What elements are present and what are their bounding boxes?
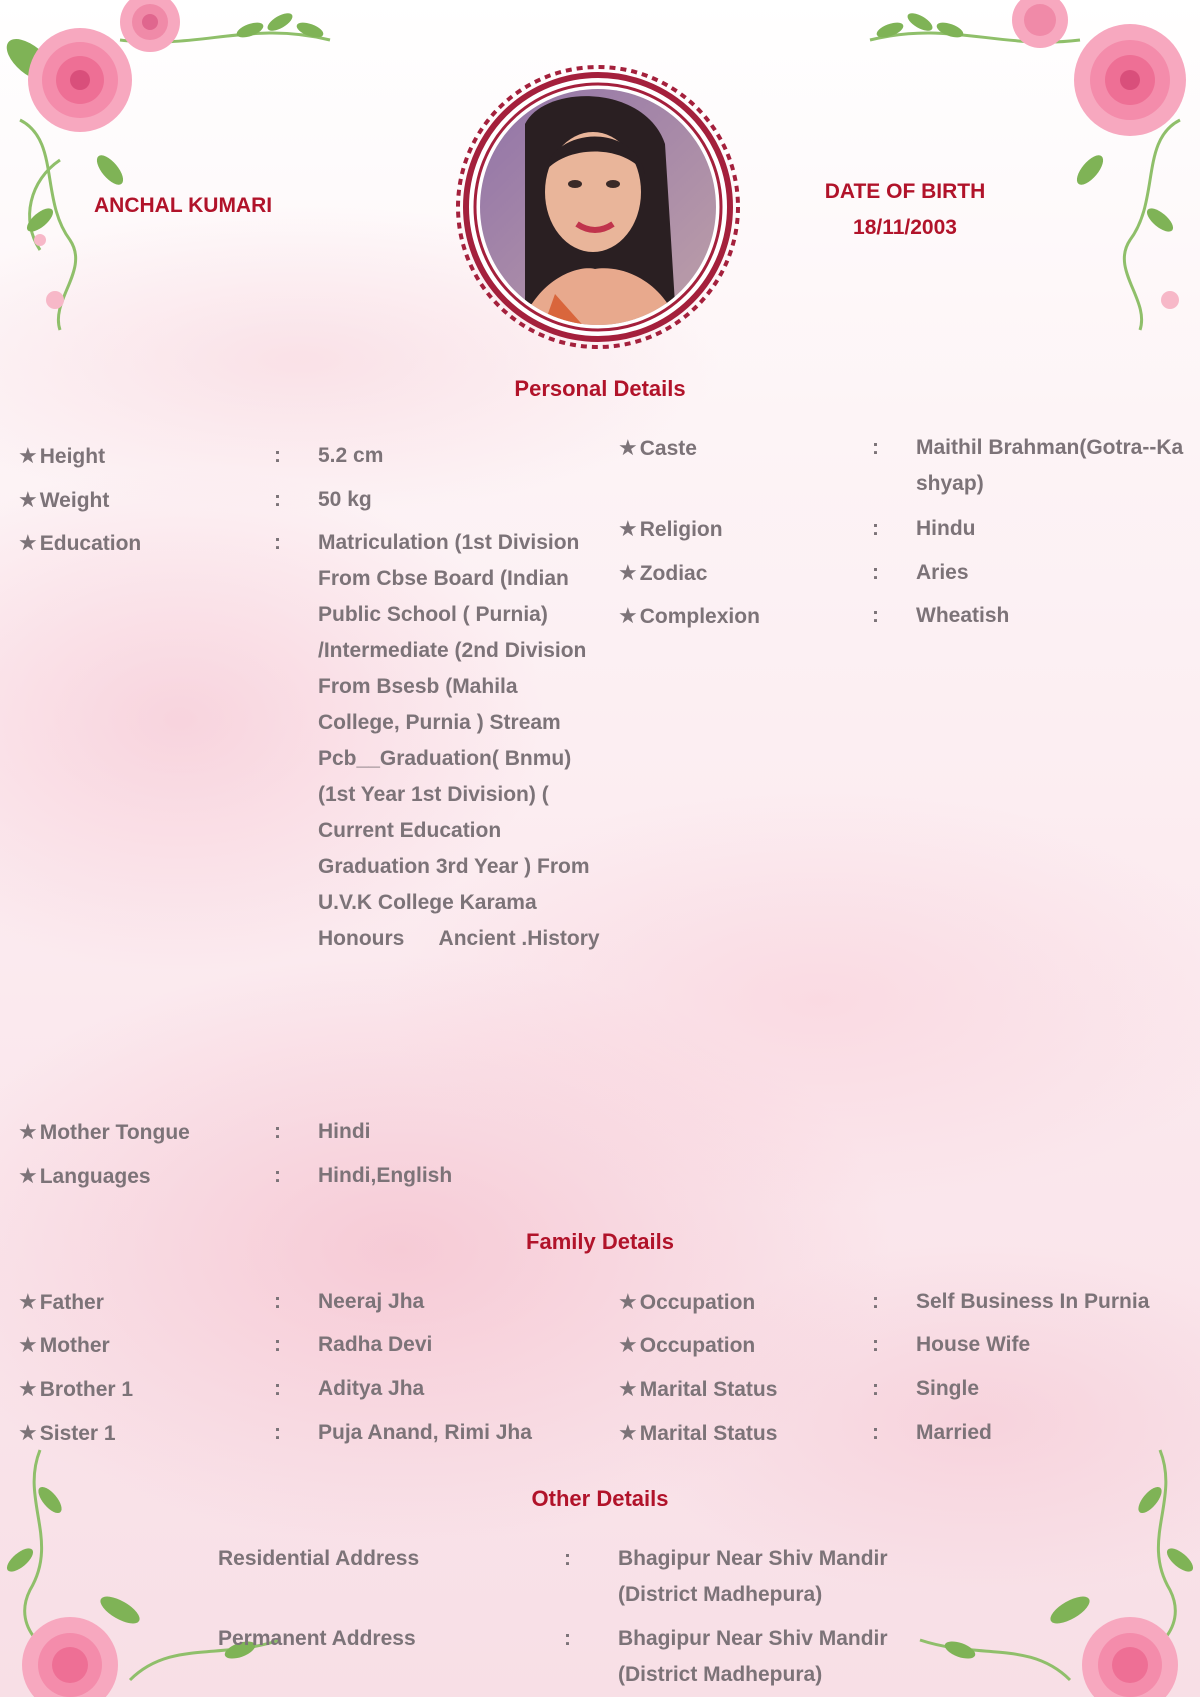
separator: :: [872, 1377, 879, 1400]
section-title-family: Family Details: [526, 1229, 674, 1254]
separator: :: [872, 1333, 879, 1356]
star-icon: ★: [18, 1163, 38, 1188]
separator: :: [274, 1377, 281, 1400]
rose-icon: [28, 28, 132, 132]
detail-value: Matriculation (1st Division From Cbse Board (Indian Public School ( Purnia) /Intermediate (2nd Division From Bsesb (Mahila College, Purnia ) Stream Pcb__Graduation( Bnmu) (1st Year 1st Division) ( Current Education Graduation 3rd Year ) From U.V.K College Karama Honours Ancient .History: [318, 531, 600, 950]
detail-label: Caste: [639, 437, 697, 460]
detail-label: Marital Status: [639, 1422, 778, 1445]
detail-value: Self Business In Purnia: [916, 1290, 1150, 1313]
detail-value: Wheatish: [916, 604, 1010, 627]
candidate-name: ANCHAL KUMARI: [94, 194, 273, 217]
star-icon: ★: [18, 1119, 38, 1144]
separator: :: [274, 1333, 281, 1356]
detail-label: Father: [39, 1291, 104, 1314]
star-icon: ★: [618, 1332, 638, 1357]
detail-label: Brother 1: [39, 1378, 134, 1401]
detail-label: Mother Tongue: [39, 1121, 190, 1144]
date-of-birth: [790, 174, 1020, 246]
detail-label: Permanent Address: [218, 1627, 416, 1650]
star-icon: ★: [18, 1376, 38, 1401]
star-icon: ★: [618, 1376, 638, 1401]
star-icon: ★: [18, 487, 38, 512]
detail-value: 5.2 cm: [318, 444, 384, 467]
star-icon: ★: [18, 1289, 38, 1314]
separator: :: [872, 436, 879, 459]
detail-value: Hindi,English: [318, 1164, 453, 1187]
detail-value: Bhagipur Near Shiv Mandir (District Madhepura): [618, 1627, 888, 1686]
detail-label: Occupation: [639, 1291, 756, 1314]
separator: :: [274, 488, 281, 511]
dob-label: DATE OF BIRTH: [824, 180, 986, 203]
detail-value: Bhagipur Near Shiv Mandir (District Madhepura): [618, 1547, 888, 1606]
separator: :: [872, 604, 879, 627]
star-icon: ★: [618, 1420, 638, 1445]
separator: :: [872, 1290, 879, 1313]
detail-value: Hindi: [318, 1120, 371, 1143]
star-icon: ★: [618, 435, 638, 460]
detail-label: Residential Address: [218, 1547, 420, 1570]
dob-value: 18/11/2003: [853, 216, 957, 239]
star-icon: ★: [618, 560, 638, 585]
star-icon: ★: [618, 1289, 638, 1314]
detail-label: Height: [39, 445, 106, 468]
detail-value: Neeraj Jha: [318, 1290, 425, 1313]
detail-value: Maithil Brahman(Gotra--Kashyap): [916, 436, 1184, 495]
detail-label: Sister 1: [39, 1422, 116, 1445]
detail-value: Married: [916, 1421, 992, 1444]
star-icon: ★: [18, 1420, 38, 1445]
star-icon: ★: [18, 443, 38, 468]
detail-label: Marital Status: [639, 1378, 778, 1401]
profile-photo: [455, 64, 741, 350]
separator: :: [274, 531, 281, 554]
separator: :: [274, 1290, 281, 1313]
detail-label: Occupation: [639, 1334, 756, 1357]
floral-corner-top-right: [840, 0, 1200, 340]
detail-row-residential-address: [218, 1541, 978, 1613]
detail-value: Single: [916, 1377, 980, 1400]
detail-label: Languages: [39, 1165, 151, 1188]
star-icon: ★: [618, 516, 638, 541]
separator: :: [274, 1421, 281, 1444]
detail-label: Mother: [39, 1334, 110, 1357]
detail-row-permanent-address: [218, 1621, 978, 1693]
separator: :: [564, 1547, 571, 1570]
detail-value: Aries: [916, 561, 969, 584]
separator: :: [564, 1627, 571, 1650]
detail-value: House Wife: [916, 1333, 1031, 1356]
separator: :: [274, 1164, 281, 1187]
separator: :: [872, 517, 879, 540]
separator: :: [274, 444, 281, 467]
detail-label: Complexion: [639, 605, 760, 628]
detail-label: Weight: [39, 489, 110, 512]
detail-label: Religion: [639, 518, 723, 541]
detail-value: Hindu: [916, 517, 976, 540]
detail-value: Puja Anand, Rimi Jha: [318, 1421, 532, 1444]
detail-value: Aditya Jha: [318, 1377, 425, 1400]
floral-corner-top-left: [0, 0, 360, 340]
detail-value: 50 kg: [318, 488, 372, 511]
star-icon: ★: [18, 1332, 38, 1357]
separator: :: [872, 1421, 879, 1444]
detail-label: Zodiac: [639, 562, 708, 585]
separator: :: [274, 1120, 281, 1143]
section-title-other: Other Details: [531, 1486, 669, 1511]
section-title-personal: Personal Details: [514, 376, 686, 401]
detail-label: Education: [39, 532, 142, 555]
star-icon: ★: [618, 603, 638, 628]
detail-value: Radha Devi: [318, 1333, 433, 1356]
separator: :: [872, 561, 879, 584]
star-icon: ★: [18, 530, 38, 555]
